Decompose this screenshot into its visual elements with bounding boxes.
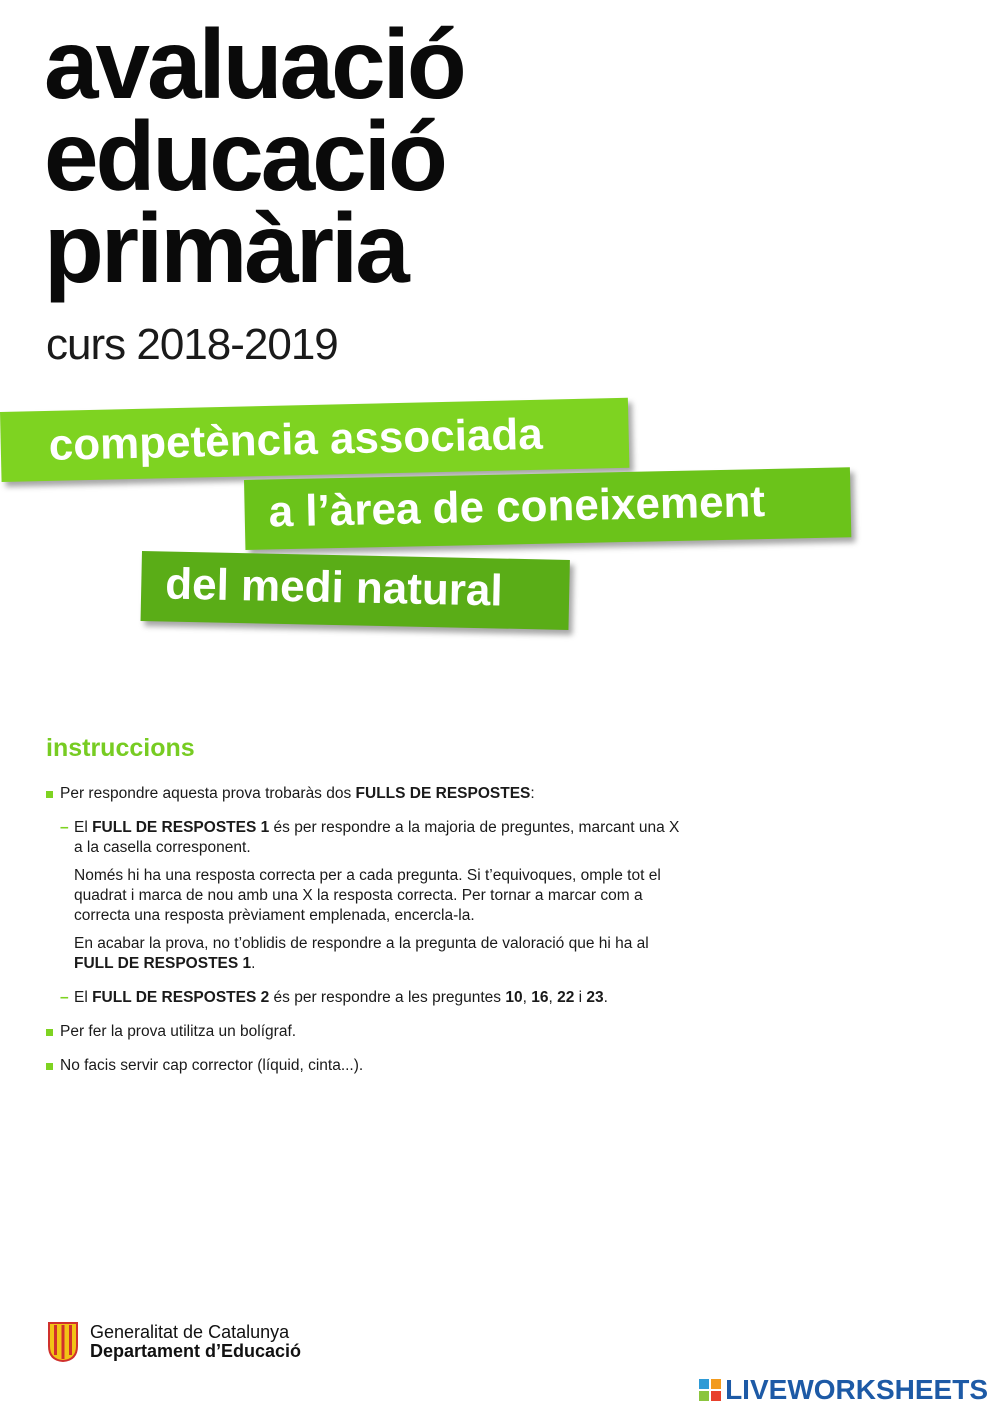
instruction-paragraph [46,934,686,974]
bullet-square-icon [46,791,53,798]
instruction-text: No facis servir cap corrector (líquid, cinta...). [60,1057,364,1074]
watermark-text: LIVEWORKSHEETS [725,1374,988,1405]
instruction-text: El [74,819,93,836]
competence-band-2: a l’àrea de coneixement [244,467,851,550]
generalitat-logo [48,1322,301,1362]
instruction-bold: FULL DE RESPOSTES 1 [74,955,252,972]
liveworksheets-watermark [699,1374,988,1406]
instruction-text: Per fer la prova utilitza un bolígraf. [60,1023,297,1040]
instruction-subitem [46,818,686,858]
instruction-bullet [46,1056,686,1076]
instruction-bold: FULL DE RESPOSTES 2 [92,989,270,1006]
bullet-square-icon [46,1029,53,1036]
question-number: 16 [531,989,549,1006]
instruction-text: és per respondre a les preguntes [269,989,506,1006]
instruction-text: . [603,989,608,1006]
question-number: 23 [586,989,604,1006]
instruction-text: , [548,989,558,1006]
organization-name [90,1323,301,1361]
catalan-seal-icon [48,1322,78,1362]
title-line-3: primària [44,193,407,303]
liveworksheets-logo-icon [699,1379,721,1401]
instruction-text: En acabar la prova, no t’oblidis de respondre a la pregunta de valoració que hi ha al [74,935,649,952]
instruction-text: és per respondre a la majoria de preguntes, marcant una X a la casella corresponent. [74,819,680,856]
instructions-heading: instruccions [46,734,195,762]
title-block [44,9,464,303]
instruction-text: El [74,989,93,1006]
title-line-2: educació [44,101,445,211]
course-year: curs 2018-2019 [46,320,338,369]
question-number: 22 [557,989,575,1006]
instruction-subitem [46,988,686,1008]
question-number: 10 [505,989,523,1006]
competence-band-1: competència associada [0,398,629,482]
instruction-paragraph: Només hi ha una resposta correcta per a cada pregunta. Si t’equivoques, omple tot el quadrat i marca de nou amb una X la resposta correcta. Per tornar a marcar com a correcta una resposta prèviament emplenada, encercla-la. [74,867,661,924]
instruction-bold: FULLS DE RESPOSTES [355,785,531,802]
competence-band-3: del medi natural [141,551,570,630]
instruction-text: , [522,989,532,1006]
dash-icon: – [60,989,69,1006]
instruction-bullet [46,784,686,804]
instruction-text: i [574,989,587,1006]
org-line-2: Departament d’Educació [90,1341,302,1361]
org-line-1: Generalitat de Catalunya [90,1322,290,1342]
title-line-1: avaluació [44,9,464,119]
dash-icon: – [60,819,69,836]
instruction-bold: FULL DE RESPOSTES 1 [92,819,270,836]
bullet-square-icon [46,1063,53,1070]
instruction-text: : [530,785,535,802]
instruction-text: Per respondre aquesta prova trobaràs dos [60,785,356,802]
instruction-text: . [251,955,256,972]
instructions-body [46,784,686,1090]
instruction-bullet [46,1022,686,1042]
